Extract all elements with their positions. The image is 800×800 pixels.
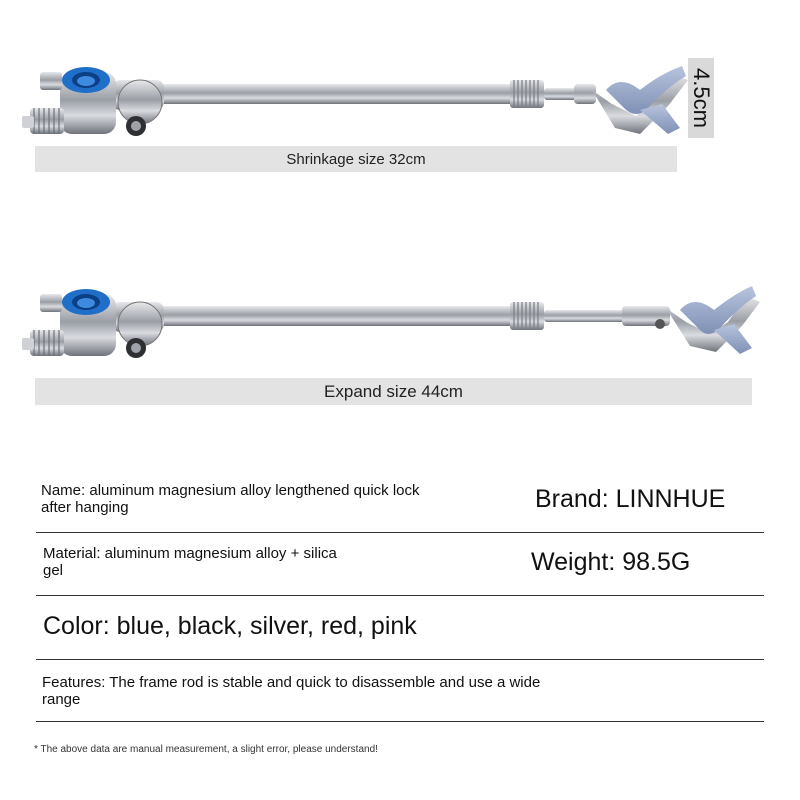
spec-name: Name: aluminum magnesium alloy lengthened quick lock after hanging (41, 482, 420, 516)
spec-weight: Weight: 98.5G (531, 548, 691, 576)
expand-size-bar (35, 378, 752, 405)
spec-color: Color: blue, black, silver, red, pink (43, 612, 417, 640)
expand-size-label: Expand size 44cm (324, 381, 463, 401)
spec-material: Material: aluminum magnesium alloy + silica gel (43, 545, 337, 579)
height-label: 4.5cm (689, 68, 715, 128)
shrink-size-bar (35, 146, 677, 172)
disclaimer-note: * The above data are manual measurement, a slight error, please understand! (34, 744, 378, 755)
spec-features: Features: The frame rod is stable and quick to disassemble and use a wide range (42, 674, 541, 708)
height-dimension-tag (688, 58, 714, 138)
shrink-size-label: Shrinkage size 32cm (286, 150, 426, 168)
spec-brand: Brand: LINNHUE (535, 485, 726, 513)
